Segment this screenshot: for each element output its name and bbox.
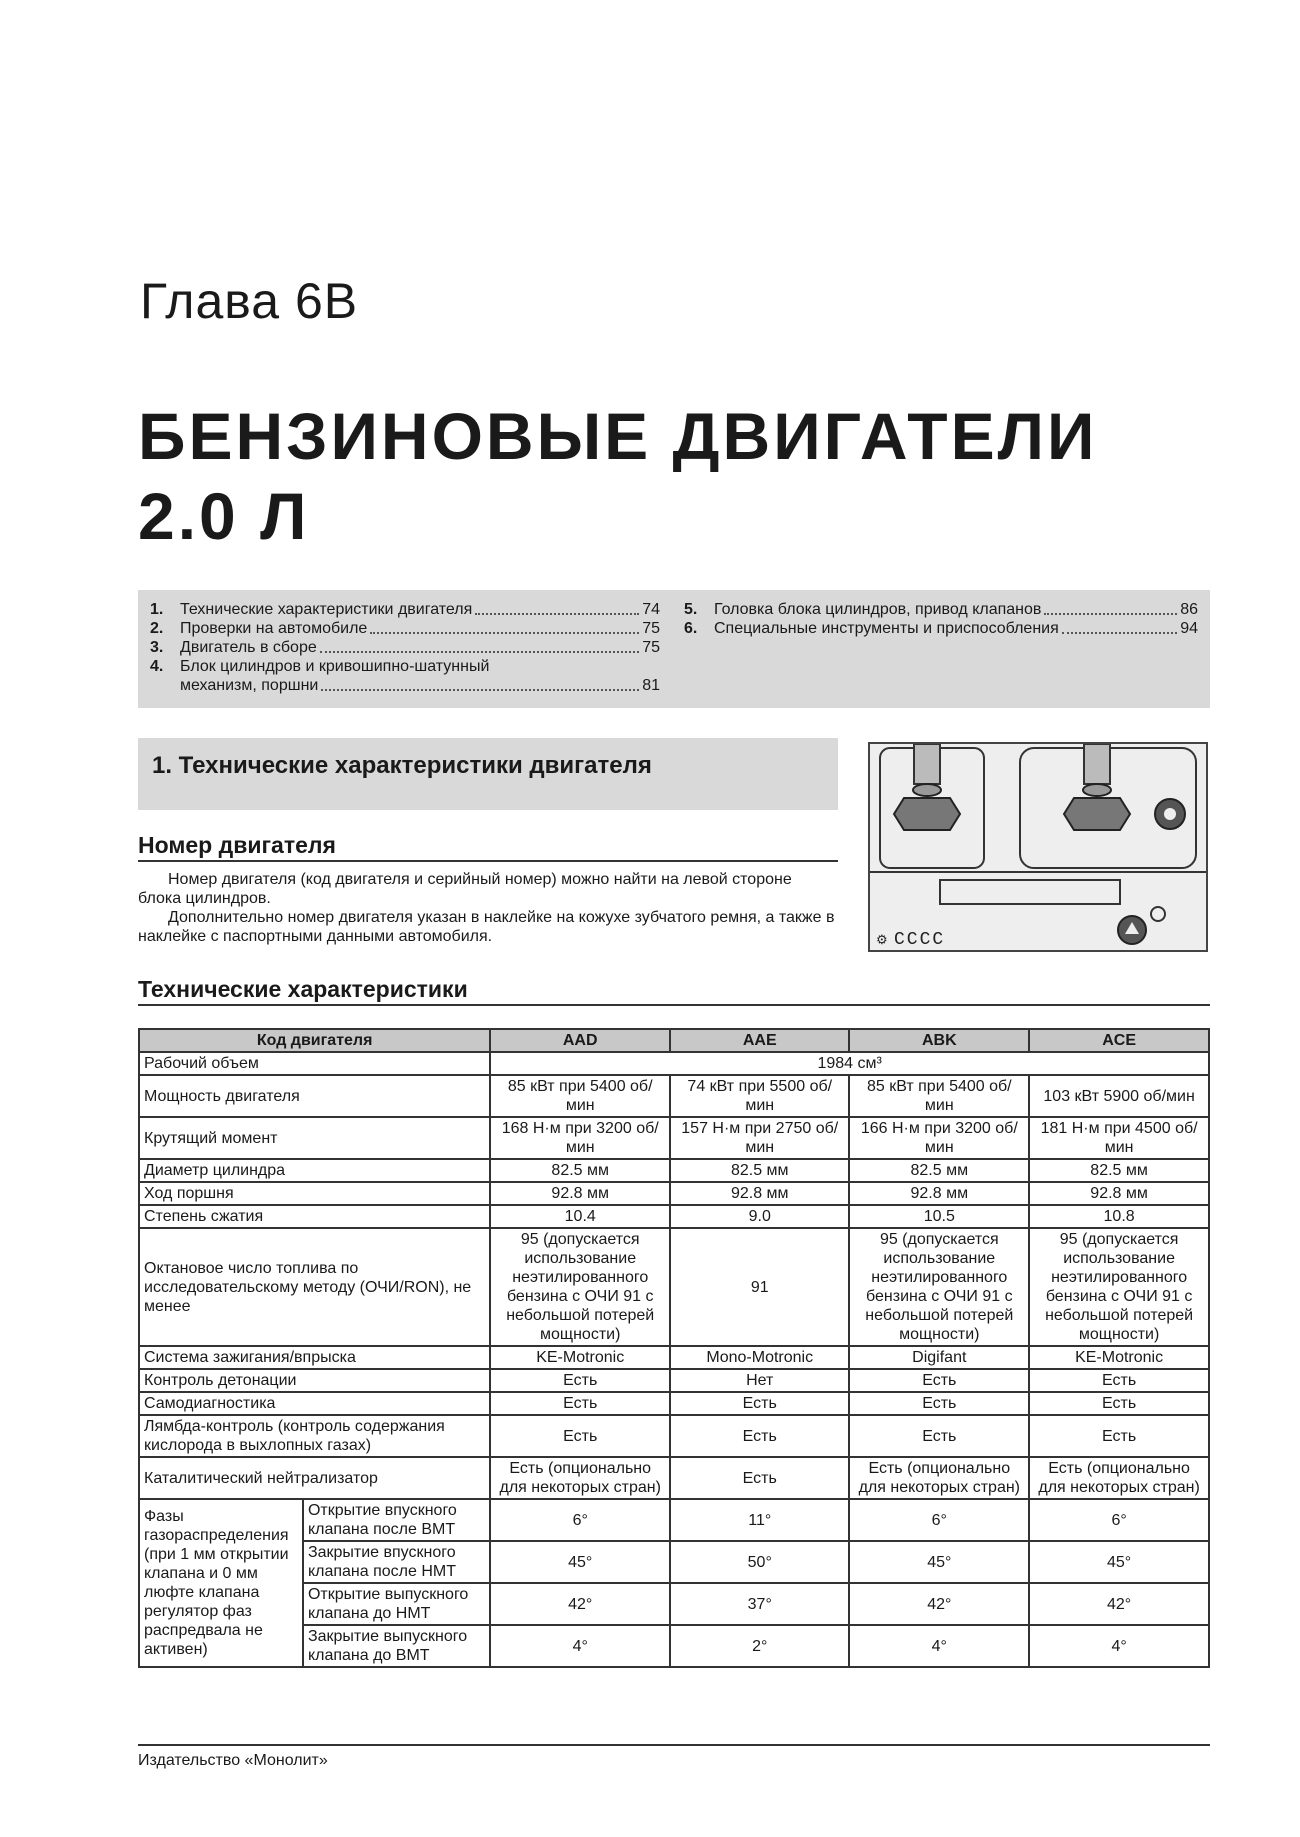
table-row [139,1182,1209,1205]
header-engine-code: Код двигателя [139,1029,490,1052]
chapter-label: Глава 6В [140,273,359,329]
table-header-row [139,1029,1209,1052]
row-label: Рабочий объем [139,1052,490,1075]
row-label: Диаметр цилиндра [139,1159,490,1182]
cell: 82.5 мм [849,1159,1029,1182]
cell: Есть (опционально для некоторых стран) [849,1457,1029,1499]
toc-page: 75 [642,639,660,656]
table-row [139,1392,1209,1415]
cell: Есть [670,1392,849,1415]
section-heading: 1. Технические характеристики двигателя [152,752,652,779]
toc-title: Двигатель в сборе [180,639,317,656]
table-row [139,1117,1209,1159]
row-label: Мощность двигателя [139,1075,490,1117]
section-heading-bar [138,738,838,810]
cell: 42° [490,1583,670,1625]
cell: 45° [849,1541,1029,1583]
row-label: Лямбда-контроль (контроль содержания кислорода в выхлопных газах) [139,1415,490,1457]
svg-text:⚙: ⚙ [876,932,888,947]
header-abk: ABK [849,1029,1029,1052]
cell: 2° [670,1625,849,1667]
cell: 9.0 [670,1205,849,1228]
cell: 92.8 мм [849,1182,1029,1205]
cell: 92.8 мм [670,1182,849,1205]
cell: 6° [1029,1499,1209,1541]
toc-page: 86 [1180,601,1198,618]
cell: 85 кВт при 5400 об/мин [490,1075,670,1117]
cell: 42° [1029,1583,1209,1625]
toc-number: 5. [684,601,698,618]
engine-block-illustration [870,744,1206,950]
divider [138,860,838,862]
paragraph: Дополнительно номер двигателя указан в наклейке на кожухе зубчатого ремня, а также в наклейке с паспортными данными автомобиля. [138,909,835,945]
row-label: Закрытие выпускного клапана до ВМТ [303,1625,490,1667]
cell: 45° [490,1541,670,1583]
cell: 92.8 мм [1029,1182,1209,1205]
cell: Есть [1029,1392,1209,1415]
cell: Mono-Motronic [670,1346,849,1369]
table-row [139,1499,1209,1541]
cell: Есть [670,1415,849,1457]
cell: Есть [849,1392,1029,1415]
cell: Есть [670,1457,849,1499]
engine-number-heading: Номер двигателя [138,832,336,858]
cell: 181 Н·м при 4500 об/мин [1029,1117,1209,1159]
row-label: Степень сжатия [139,1205,490,1228]
toc-item[interactable] [150,619,660,638]
publisher-footer: Издательство «Монолит» [138,1752,328,1769]
row-label: Открытие впускного клапана после ВМТ [303,1499,490,1541]
title-line-1: БЕНЗИНОВЫЕ ДВИГАТЕЛИ [138,399,1098,473]
toc-right-column [684,600,1198,638]
table-row [139,1052,1209,1075]
toc-item[interactable] [150,600,660,619]
table-row [139,1415,1209,1457]
row-label: Октановое число топлива по исследовательскому методу (ОЧИ/RON), не менее [139,1228,490,1346]
cell: 85 кВт при 5400 об/мин [849,1075,1029,1117]
toc-item[interactable] [684,600,1198,619]
toc-title: Технические характеристики двигателя [180,601,473,618]
cell: 6° [849,1499,1029,1541]
table-row [139,1369,1209,1392]
cell: 82.5 мм [1029,1159,1209,1182]
cell: 91 [670,1228,849,1346]
toc-title: Специальные инструменты и приспособления [714,620,1059,637]
cell: 92.8 мм [490,1182,670,1205]
cell: 82.5 мм [490,1159,670,1182]
specs-table [138,1028,1210,1668]
toc-page: 75 [642,620,660,637]
toc-page: 94 [1180,620,1198,637]
header-aad: AAD [490,1029,670,1052]
cell: 4° [490,1625,670,1667]
row-label: Крутящий момент [139,1117,490,1159]
cell: Есть (опционально для некоторых стран) [490,1457,670,1499]
divider [138,1004,1210,1006]
table-of-contents [138,590,1210,708]
toc-title: Головка блока цилиндров, привод клапанов [714,601,1042,618]
toc-number: 1. [150,601,164,618]
page-title [138,396,1097,556]
toc-title-line-2: механизм, поршни [180,677,319,694]
table-row [139,1205,1209,1228]
toc-number: 3. [150,639,164,656]
cell: 45° [1029,1541,1209,1583]
cell: 42° [849,1583,1029,1625]
cell: 10.5 [849,1205,1029,1228]
toc-page: 74 [642,601,660,618]
table-row [139,1075,1209,1117]
row-label: Контроль детонации [139,1369,490,1392]
toc-title-line-1: Блок цилиндров и кривошипно-шатунный [180,658,490,675]
toc-item[interactable] [150,657,660,695]
cell: 74 кВт при 5500 об/мин [670,1075,849,1117]
cell: 1984 см³ [490,1052,1209,1075]
cell: 103 кВт 5900 об/мин [1029,1075,1209,1117]
cell: KE-Motronic [1029,1346,1209,1369]
row-label: Ход поршня [139,1182,490,1205]
cell: 95 (допускается использование неэтилированного бензина с ОЧИ 91 с небольшой потерей мощности) [1029,1228,1209,1346]
cell: 4° [1029,1625,1209,1667]
cell: 166 Н·м при 3200 об/мин [849,1117,1029,1159]
title-line-2: 2.0 Л [138,479,310,553]
cell: Есть [490,1415,670,1457]
row-label: Закрытие впускного клапана после НМТ [303,1541,490,1583]
cell: 10.4 [490,1205,670,1228]
row-label: Открытие выпускного клапана до НМТ [303,1583,490,1625]
cell: Есть [490,1392,670,1415]
toc-number: 4. [150,658,164,675]
table-row [139,1159,1209,1182]
toc-number: 6. [684,620,698,637]
toc-page: 81 [642,677,660,694]
cell: 11° [670,1499,849,1541]
toc-number: 2. [150,620,164,637]
header-aae: AAE [670,1029,849,1052]
cell: 6° [490,1499,670,1541]
cell: 82.5 мм [670,1159,849,1182]
row-label: Каталитический нейтрализатор [139,1457,490,1499]
header-ace: ACE [1029,1029,1209,1052]
cell: Есть (опционально для некоторых стран) [1029,1457,1209,1499]
cell: 95 (допускается использование неэтилированного бензина с ОЧИ 91 с небольшой потерей мощности) [849,1228,1029,1346]
cell: Есть [1029,1415,1209,1457]
cell: Нет [670,1369,849,1392]
toc-title: Проверки на автомобиле [180,620,368,637]
toc-left-column [150,600,660,695]
toc-item[interactable] [684,619,1198,638]
footer-divider [138,1744,1210,1746]
table-row [139,1346,1209,1369]
cell: Есть [849,1369,1029,1392]
cell: 4° [849,1625,1029,1667]
table-row [139,1228,1209,1346]
toc-item[interactable] [150,638,660,657]
cell: 168 Н·м при 3200 об/мин [490,1117,670,1159]
paragraph: Номер двигателя (код двигателя и серийный номер) можно найти на левой стороне блока цилиндров. [138,871,792,907]
cell: Есть [490,1369,670,1392]
cell: 37° [670,1583,849,1625]
cell: KE-Motronic [490,1346,670,1369]
engine-number-stamp-text: CCCC [894,930,946,950]
cell: 50° [670,1541,849,1583]
engine-photo [868,742,1208,952]
cell: Есть [1029,1369,1209,1392]
cell: 95 (допускается использование неэтилированного бензина с ОЧИ 91 с небольшой потерей мощности) [490,1228,670,1346]
cell: Digifant [849,1346,1029,1369]
row-label: Самодиагностика [139,1392,490,1415]
row-group-label: Фазы газораспределения (при 1 мм открытии клапана и 0 мм люфте клапана регулятор фаз распредвала не активен) [139,1499,303,1667]
row-label: Система зажигания/впрыска [139,1346,490,1369]
cell: 157 Н·м при 2750 об/мин [670,1117,849,1159]
cell: Есть [849,1415,1029,1457]
specs-heading: Технические характеристики [138,976,468,1002]
table-row [139,1457,1209,1499]
cell: 10.8 [1029,1205,1209,1228]
